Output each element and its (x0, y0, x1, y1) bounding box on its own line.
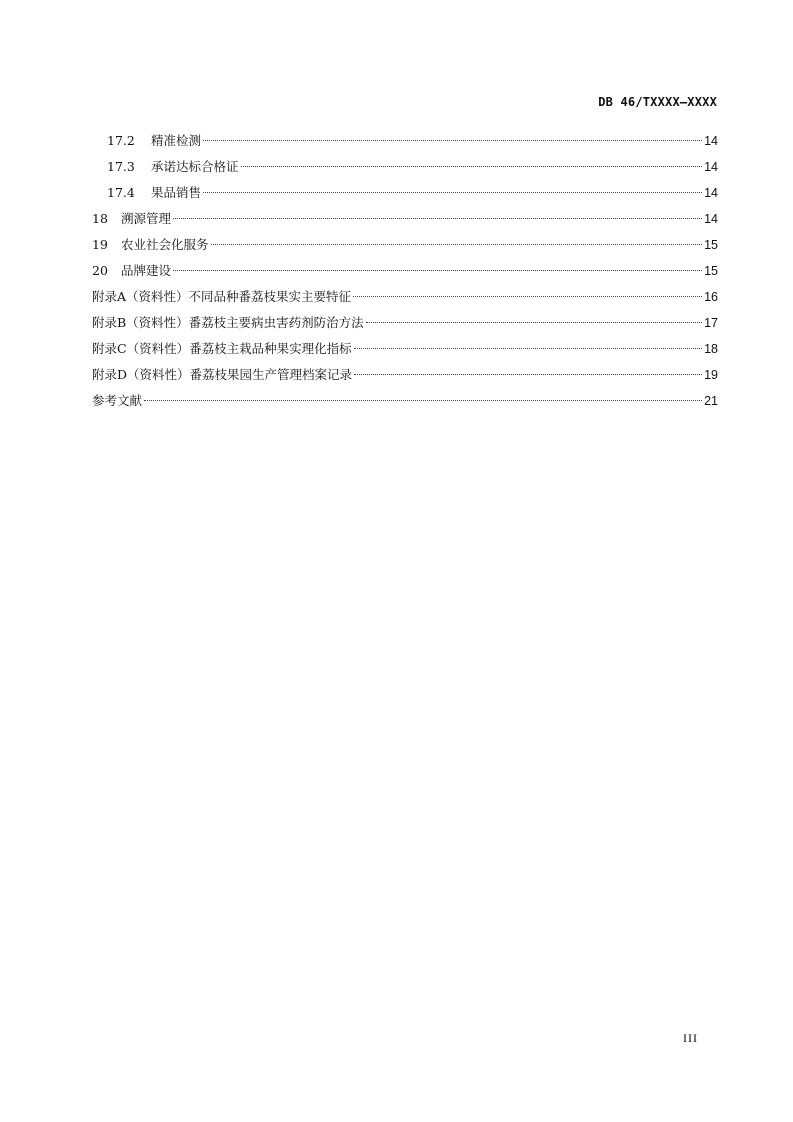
table-of-contents (92, 128, 718, 414)
toc-entry-page: 21 (704, 394, 718, 408)
toc-entry-title: 附录D（资料性）番荔枝果园生产管理档案记录 (92, 367, 353, 382)
toc-entry-title: 溯源管理 (121, 211, 172, 226)
toc-entry-17-3[interactable] (92, 154, 718, 180)
toc-entry-title: 品牌建设 (121, 263, 172, 278)
toc-entry-title: 附录B（资料性）番荔枝主要病虫害药剂防治方法 (92, 315, 364, 330)
toc-entry-references[interactable] (92, 388, 718, 414)
toc-entry-17-2[interactable] (92, 128, 718, 154)
toc-entry-page: 15 (704, 264, 718, 278)
toc-dot-leader (144, 400, 702, 401)
toc-entry-number: 19 (92, 237, 108, 252)
toc-entry-title: 果品销售 (151, 185, 202, 200)
toc-dot-leader (366, 322, 702, 323)
toc-entry-number: 17.4 (107, 185, 135, 200)
toc-entry-number: 17.2 (107, 133, 135, 148)
toc-entry-appendix-a[interactable] (92, 284, 718, 310)
toc-dot-leader (354, 348, 702, 349)
toc-entry-page: 14 (704, 134, 718, 148)
toc-entry-title: 参考文献 (92, 393, 143, 408)
toc-entry-20[interactable] (92, 258, 718, 284)
toc-entry-title: 附录C（资料性）番荔枝主栽品种果实理化指标 (92, 341, 352, 356)
toc-dot-leader (354, 374, 702, 375)
toc-dot-leader (211, 244, 702, 245)
toc-entry-title: 承诺达标合格证 (151, 159, 239, 174)
toc-entry-page: 14 (704, 212, 718, 226)
toc-entry-page: 17 (704, 316, 718, 330)
document-code: DB 46/TXXXX—XXXX (598, 95, 717, 109)
toc-entry-title: 精准检测 (151, 133, 202, 148)
toc-dot-leader (353, 296, 702, 297)
toc-entry-page: 15 (704, 238, 718, 252)
toc-entry-19[interactable] (92, 232, 718, 258)
toc-entry-number: 18 (92, 211, 108, 226)
toc-entry-appendix-b[interactable] (92, 310, 718, 336)
toc-entry-page: 16 (704, 290, 718, 304)
toc-entry-page: 14 (704, 160, 718, 174)
toc-entry-page: 18 (704, 342, 718, 356)
toc-entry-number: 17.3 (107, 159, 135, 174)
toc-entry-page: 14 (704, 186, 718, 200)
toc-entry-appendix-c[interactable] (92, 336, 718, 362)
toc-entry-page: 19 (704, 368, 718, 382)
toc-entry-18[interactable] (92, 206, 718, 232)
page-number: III (683, 1031, 698, 1045)
toc-entry-number: 20 (92, 263, 108, 278)
toc-entry-17-4[interactable] (92, 180, 718, 206)
toc-entry-title: 农业社会化服务 (121, 237, 209, 252)
toc-entry-appendix-d[interactable] (92, 362, 718, 388)
toc-dot-leader (241, 166, 702, 167)
toc-dot-leader (173, 218, 702, 219)
toc-entry-title: 附录A（资料性）不同品种番荔枝果实主要特征 (92, 289, 352, 304)
toc-dot-leader (173, 270, 702, 271)
toc-dot-leader (203, 192, 702, 193)
toc-dot-leader (203, 140, 702, 141)
